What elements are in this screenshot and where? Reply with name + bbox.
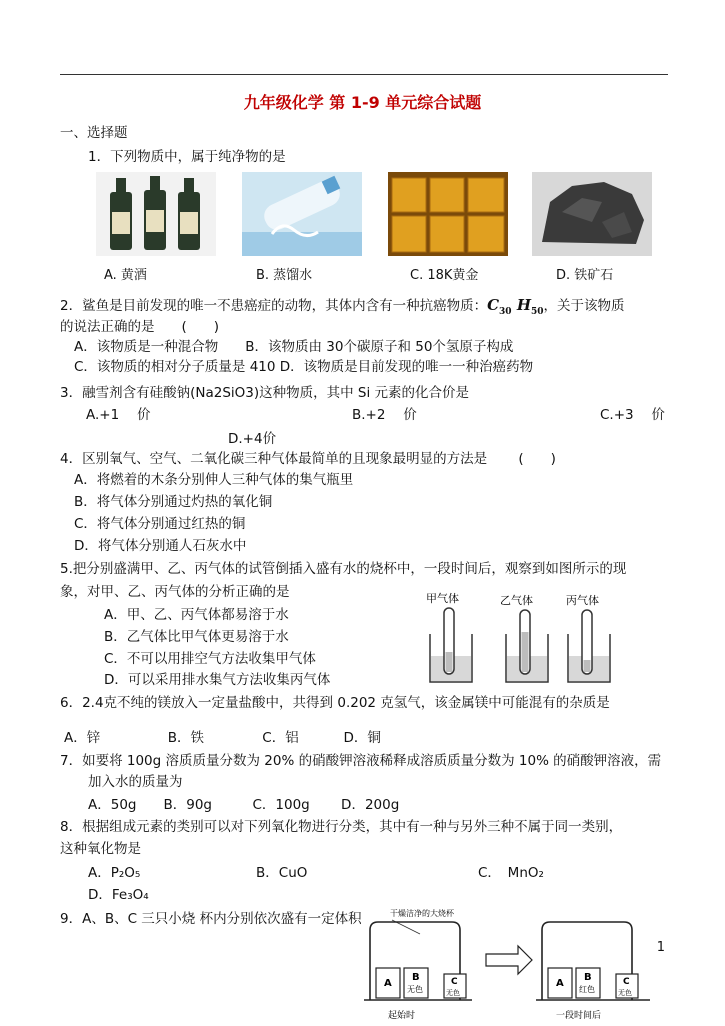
q2-stem-part1: 2．鲨鱼是目前发现的唯一不患癌症的动物，其体内含有一种抗癌物质： (60, 298, 488, 314)
q9-stem: 9．A、B、C 三只小烧 杯内分别依次盛有一定体积 (60, 911, 362, 927)
q5-stem-line1: 5.把分别盛满甲、乙、丙气体的试管倒插入盛有水的烧杯中，一段时间后，观察到如图所示的现 (60, 561, 627, 577)
page-number: 1 (656, 940, 665, 955)
q5-fig-label-bing: 丙气体 (566, 594, 599, 607)
q4-option-b: B．将气体分别通过灼热的氧化铜 (74, 494, 273, 510)
q1-caption-c: C. 18K黄金 (410, 268, 479, 283)
q7-stem-line1: 7．如要将 100g 溶质质量分数为 20% 的硝酸钾溶液稀释成溶质质量分数为 10% 的硝酸钾溶液，需 (60, 753, 662, 769)
q4-stem: 4．区别氧气、空气、二氧化碳三种气体最简单的且现象最明显的方法是 ( ) (60, 451, 556, 467)
svg-text:无色: 无色 (407, 985, 423, 994)
photo-yellow-wine (96, 172, 216, 256)
photo-iron-ore (532, 172, 652, 256)
q1-stem: 1．下列物质中，属于纯净物的是 (88, 149, 286, 165)
photo-18k-gold (388, 172, 508, 256)
q4-option-d: D．将气体分别通人石灰水中 (74, 538, 247, 554)
svg-text:C: C (451, 977, 458, 987)
page-title: 九年级化学 第 1-9 单元综合试题 (243, 93, 482, 112)
q2-options-cd: C．该物质的相对分子质量是 410 D．该物质是目前发现的唯一一种治癌药物 (74, 359, 534, 375)
q6-options: A．锌 B．铁 C．铝 D．铜 (64, 730, 381, 746)
q5-option-b: B．乙气体比甲气体更易溶于水 (104, 629, 289, 645)
q1-caption-d: D. 铁矿石 (556, 268, 614, 283)
q8-option-a: A．P₂O₅ (88, 865, 141, 881)
q3-option-a: A.+1 价 (86, 407, 151, 423)
q5-option-a: A．甲、乙、丙气体都易溶于水 (104, 607, 289, 623)
q2-stem-part2: ，关于该物质 (543, 298, 625, 314)
q2-stem-line2: 的说法正确的是 ( ) (60, 319, 220, 335)
svg-text:A: A (384, 978, 392, 989)
q3-option-c: C.+3 价 (600, 407, 665, 423)
section-heading: 一、选择题 (60, 125, 128, 141)
q5-option-c: C．不可以用排空气方法收集甲气体 (104, 651, 316, 667)
svg-text:红色: 红色 (579, 985, 595, 994)
q4-option-a: A．将燃着的木条分别伸人三种气体的集气瓶里 (74, 472, 354, 488)
q5-stem-line2: 象，对甲、乙、丙气体的分析正确的是 (60, 584, 290, 600)
q5-option-d: D．可以采用排水集气方法收集丙气体 (104, 672, 331, 688)
photo-distilled-water (242, 172, 362, 256)
q2-formula: $C_{30}$ $H_{50}$ (487, 296, 544, 317)
q7-options: A．50g B．90g C．100g D．200g (88, 797, 400, 813)
header-rule (60, 74, 668, 75)
q8-option-d: D．Fe₃O₄ (88, 887, 149, 903)
q3-option-d: D.+4价 (228, 431, 277, 447)
q3-stem: 3．融雪剂含有硅酸钠(Na2SiO3)这种物质，其中 Si 元素的化合价是 (60, 385, 470, 401)
q2-options-ab: A．该物质是一种混合物 B．该物质由 30个碳原子和 50个氢原子构成 (74, 339, 514, 355)
q3-option-b: B.+2 价 (352, 407, 417, 423)
svg-text:无色: 无色 (446, 989, 460, 997)
q8-stem-line2: 这种氧化物是 (60, 841, 141, 857)
svg-text:B: B (412, 972, 420, 983)
svg-text:A: A (556, 978, 564, 989)
svg-text:无色: 无色 (618, 989, 632, 997)
svg-text:C: C (623, 977, 630, 987)
q7-stem-line2: 加入水的质量为 (88, 774, 183, 790)
q4-option-c: C．将气体分别通过红热的铜 (74, 516, 246, 532)
svg-text:B: B (584, 972, 592, 983)
q1-caption-a: A. 黄酒 (104, 268, 147, 283)
q6-stem: 6．2.4克不纯的镁放入一定量盐酸中，共得到 0.202 克氢气，该金属镁中可能混有的杂质是 (60, 695, 610, 711)
q8-option-b: B．CuO (256, 865, 308, 881)
q5-fig-label-jia: 甲气体 (426, 592, 459, 605)
q5-figure (420, 590, 620, 686)
q5-fig-label-yi: 乙气体 (500, 594, 533, 607)
q1-caption-b: B. 蒸馏水 (256, 268, 313, 283)
q8-stem-line1: 8．根据组成元素的类别可以对下列氧化物进行分类，其中有一种与另外三种不属于同一类别， (60, 819, 623, 835)
q8-option-c: C． MnO₂ (478, 865, 544, 881)
q9-right-caption: 一段时间后 (556, 1011, 602, 1021)
q9-left-caption: 起始时 (388, 1011, 416, 1021)
q9-figure (360, 904, 680, 1022)
q9-fig-top-label: 干燥洁净的大烧杯 (390, 909, 454, 918)
